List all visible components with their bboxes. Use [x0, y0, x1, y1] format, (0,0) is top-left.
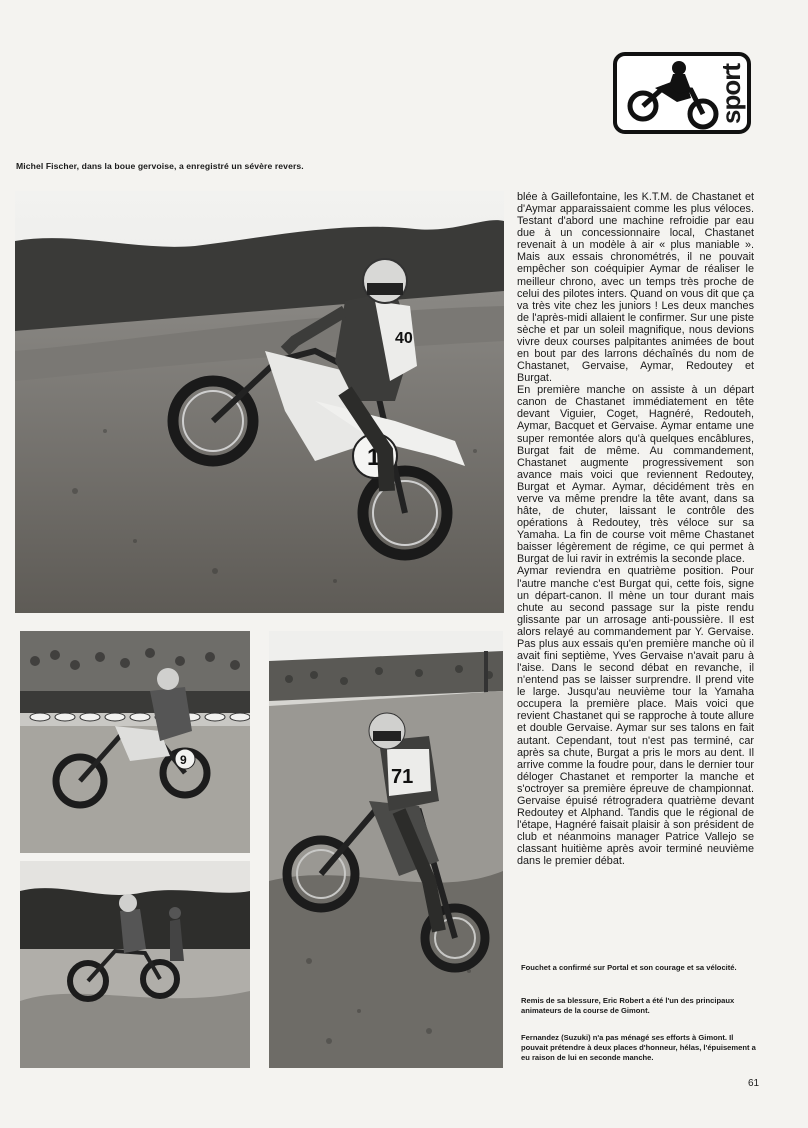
- article-paragraph-1: blée à Gaillefontaine, les K.T.M. de Chastanet et d'Aymar apparaissaient comme les plus véloces. Testant d'abord une machine refroidie par eau due à un concessionnaire local, Chastanet revenait à un modèle à air « plus maniable ». Mais aux essais chronométrés, il ne pouvait empêcher son coéquipier Aymar de réaliser le meilleur chrono, avec un temps très proche de celui des pilotes inters. Quand on vous dit que ça va très vite chez les juniors ! Les deux manches de l'après-midi allaient le confirmer. Sur une piste sèche et par un soleil magnifique, nous devions vivre deux courses palpitantes animées de bout en bout par des larrons déchaînés du nom de Chastanet, Gervaise, Aymar, Redoutey et Burgat.: [517, 191, 754, 385]
- article-body: [517, 191, 754, 867]
- photo-bottom-left: [20, 861, 250, 1068]
- plate-number-small: 9: [180, 753, 187, 767]
- sport-logo: [613, 52, 751, 134]
- caption-fouchet: Fouchet a confirmé sur Portal et son courage et sa vélocité.: [521, 963, 737, 972]
- photo-caption-top: Michel Fischer, dans la boue gervoise, a enregistré un sévère revers.: [16, 161, 304, 171]
- caption-robert: Remis de sa blessure, Eric Robert a été l'un des principaux animateurs de la course de Gimont.: [521, 996, 735, 1015]
- motocross-rider-icon: [621, 58, 721, 132]
- logo-text: sport: [716, 64, 746, 124]
- plate-number: 16: [367, 444, 394, 471]
- bib-number: 40: [395, 330, 413, 347]
- bib-number-right: 71: [391, 766, 414, 788]
- caption-fernandez: Fernandez (Suzuki) n'a pas ménagé ses efforts à Gimont. Il pouvait prétendre à deux places d'honneur, hélas, l'épuisement a eu raison de lui en seconde manche.: [521, 1033, 756, 1062]
- photo-right: [269, 631, 503, 1068]
- article-paragraph-2: En première manche on assiste à un départ canon de Chastanet immédiatement en tête devant Viguier, Coget, Hagnéré, Redouteh, Aymar, Bacquet et Gervaise. Aymar entame une super remontée alors qu'à quelques encâblures, Burgat fait de même. Au commandement, Chastanet augmente progressivement son avance mais voici que reviennent Redoutey, Burgat et Aymar. Aymar, décidément très en verve va même prendre la tête avant, dans sa hâte, de chuter, laissant le contrôle des opérations à Redoutey, très véloce sur sa Yamaha. La fin de course voit même Chastanet baisser légèrement de régime, ce qui permet à Burgat de lui ravir in extrémis la seconde place.: [517, 384, 754, 566]
- photo-middle-left: [20, 631, 250, 853]
- article-paragraph-3: Aymar reviendra en quatrième position. Pour l'autre manche c'est Burgat qui, cette fois, signe un départ-canon. Il mène un tour durant mais chute au second passage sur la piste rendu glissante par un arrosage anti-poussière. Il est alors relayé au commandement par Y. Gervaise. Pas plus aux essais qu'en première manche où il avait fini septième, Yves Gervaise n'avait paru à l'aise. Dans le second débat en revanche, il n'entend pas se laisser surprendre. Il prend vite le large. Jusqu'au neuvième tour la Yamaha occupera la première place. Mais voici que revient Chastanet qui se rapproche à toute allure et double Gervaise. Aymar sur ses talons en fait autant. Cependant, tout n'est pas terminé, car après sa chute, Burgat a pris le mors au dent. Il arrive comme la foudre pour, dans le dernier tour déloger Chastanet et remporter la manche et s'octroyer sa première épreuve de championnat. Gervaise épuisé rétrogradera quatrième devant Redoutey et Alphand. Tandis que le régional de l'étape, Hagnéré faisait plaisir à son président de club et néanmoins manager Patrice Vallejo se classant huitième après avoir terminé neuvième dans le premier débat.: [517, 565, 754, 868]
- main-photo: [15, 191, 504, 613]
- page-number: 61: [748, 1078, 760, 1089]
